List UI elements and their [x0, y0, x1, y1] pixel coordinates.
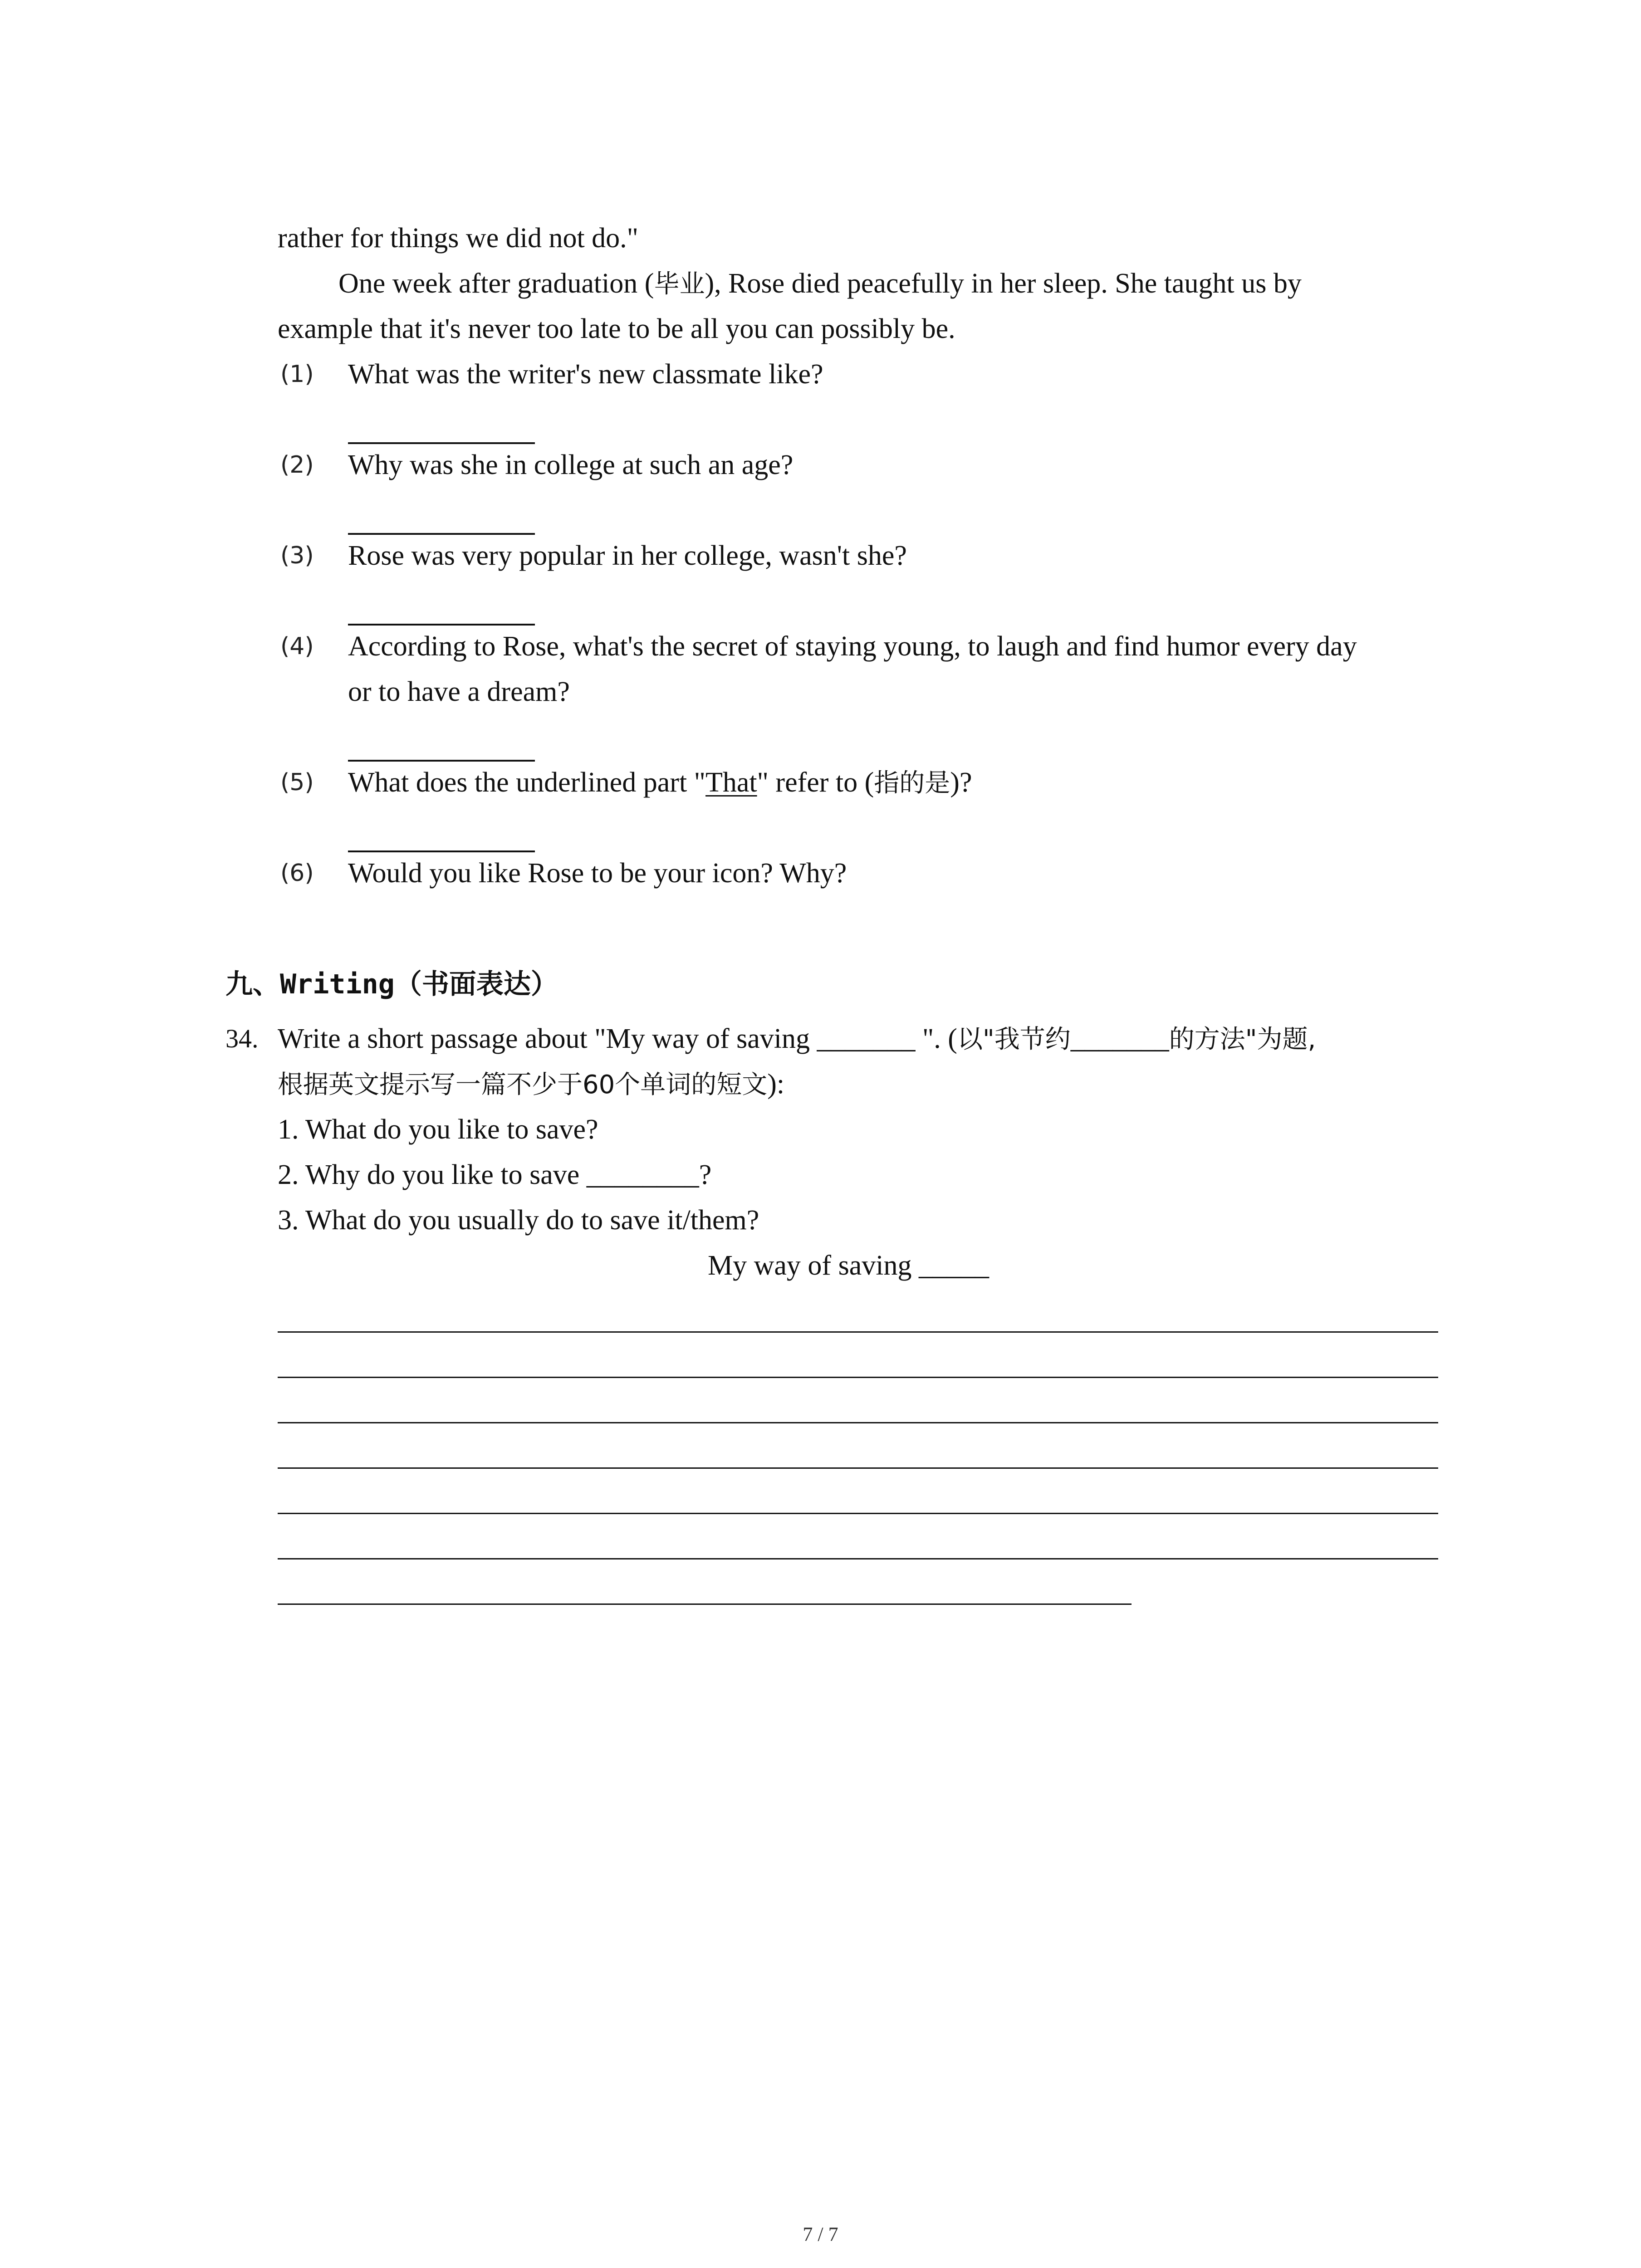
- passage-line-2-cn: 毕业: [654, 269, 705, 299]
- writing-line[interactable]: [278, 1467, 1438, 1469]
- writing-prompt-line-2: [278, 1066, 784, 1103]
- question-text-a: What does the underlined part ": [348, 767, 705, 798]
- section-title: 九、Writing（书面表达）: [225, 968, 558, 1000]
- writing-line[interactable]: [278, 1558, 1438, 1559]
- question-text-c: )?: [950, 767, 972, 798]
- writing-line[interactable]: [278, 1603, 1132, 1605]
- writing-prompt-cn-1: 以"我节约: [957, 1025, 1071, 1054]
- question-number: (2): [280, 451, 314, 479]
- question-text: Why was she in college at such an age?: [348, 450, 794, 480]
- question-number: (4): [280, 633, 314, 660]
- question-text-cn: 指的是: [874, 768, 950, 798]
- writing-line[interactable]: [278, 1331, 1438, 1333]
- question-number: (1): [280, 361, 314, 388]
- underlined-that: That: [705, 767, 757, 798]
- question-number: (3): [280, 542, 314, 569]
- question-text: Would you like Rose to be your icon? Why?: [348, 858, 847, 889]
- writing-number: 34.: [225, 1024, 259, 1053]
- answer-blank[interactable]: [348, 533, 535, 535]
- passage-line-3: example that it's never too late to be all you can possibly be.: [278, 313, 955, 344]
- question-text-b: " refer to (: [757, 767, 874, 798]
- question-text: Rose was very popular in her college, wasn't she?: [348, 540, 907, 571]
- writing-prompt-blank: _______: [1070, 1023, 1169, 1054]
- writing-prompt-line-2-end: ):: [767, 1069, 785, 1100]
- question-text: What was the writer's new classmate like?: [348, 359, 823, 390]
- question-text: [348, 764, 972, 802]
- passage-line-2-b: ), Rose died peacefully in her sleep. She taught us by: [705, 268, 1302, 299]
- question-text-continued: or to have a dream?: [348, 676, 570, 707]
- writing-line[interactable]: [278, 1377, 1438, 1378]
- passage-line-2-a: One week after graduation (: [338, 268, 654, 299]
- answer-blank[interactable]: [348, 850, 535, 852]
- writing-prompt-a: Write a short passage about "My way of saving _______ ". (: [278, 1023, 957, 1054]
- writing-line[interactable]: [278, 1513, 1438, 1514]
- question-text: According to Rose, what's the secret of staying young, to laugh and find humor every day: [348, 631, 1357, 662]
- passage-line-2: [338, 265, 1302, 303]
- writing-hint: 1. What do you like to save?: [278, 1114, 598, 1145]
- writing-hint: 3. What do you usually do to save it/them?: [278, 1205, 759, 1236]
- answer-blank[interactable]: [348, 442, 535, 444]
- answer-blank[interactable]: [348, 624, 535, 626]
- question-number: (5): [280, 769, 314, 796]
- essay-title: My way of saving _____: [708, 1250, 989, 1281]
- writing-line[interactable]: [278, 1422, 1438, 1423]
- writing-prompt-cn-2: 的方法"为题,: [1169, 1025, 1316, 1054]
- writing-prompt-line-2-cn: 根据英文提示写一篇不少于60个单词的短文: [278, 1070, 768, 1100]
- writing-prompt-line-1: [278, 1021, 1316, 1058]
- answer-blank[interactable]: [348, 760, 535, 762]
- passage-line-1: rather for things we did not do.": [278, 223, 638, 254]
- page-number: 7 / 7: [803, 2223, 838, 2245]
- writing-hint: 2. Why do you like to save ________?: [278, 1159, 712, 1190]
- question-number: (6): [280, 860, 314, 887]
